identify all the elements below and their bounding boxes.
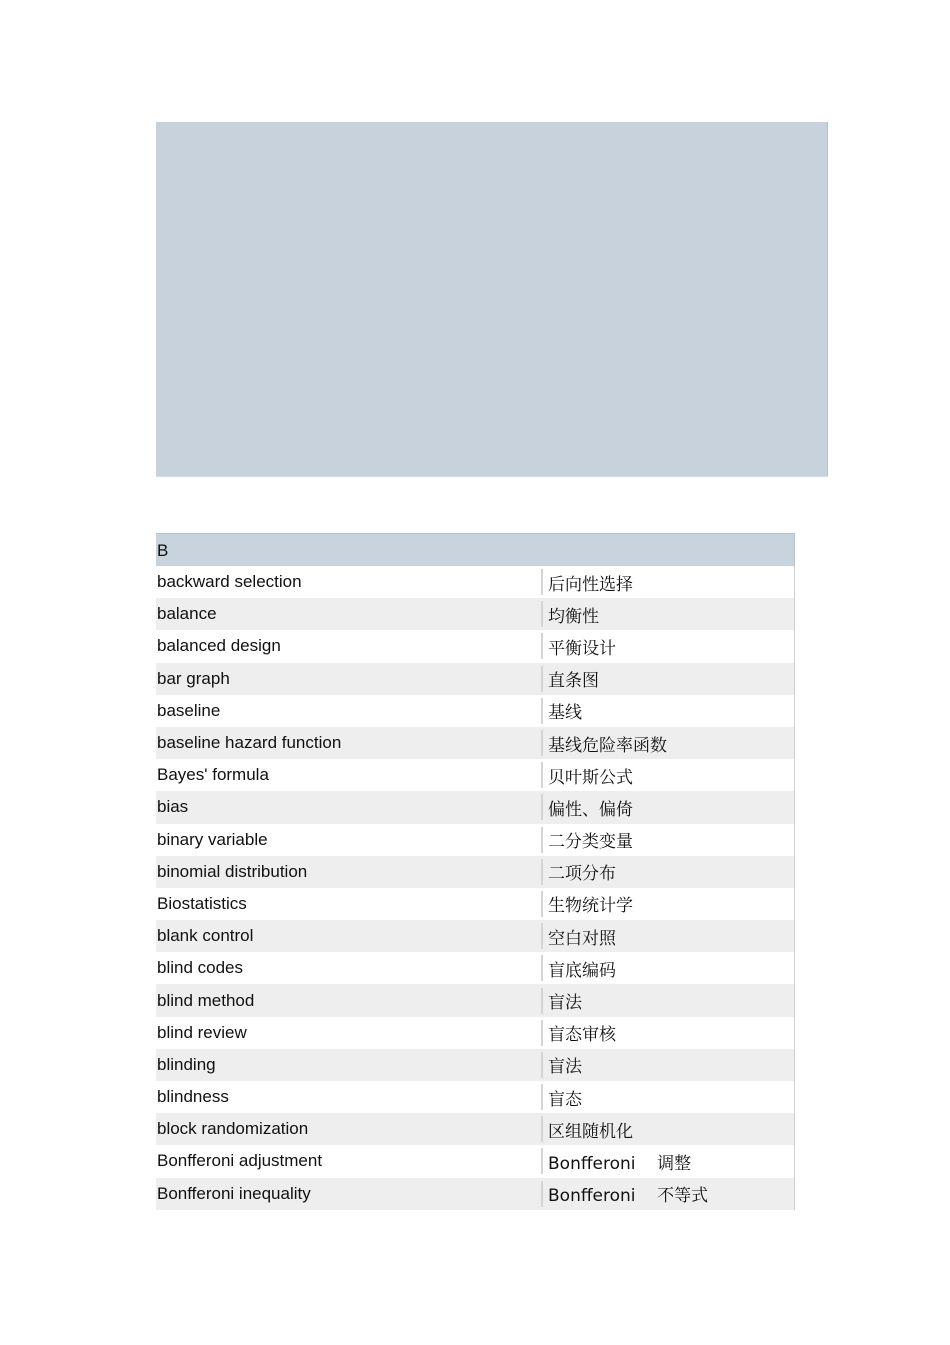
term-english: binary variable [157,829,268,849]
term-english: bias [157,797,189,817]
glossary-row [156,566,795,598]
term-english: baseline hazard function [157,733,342,753]
term-english: balanced design [157,636,281,656]
column-divider [541,698,543,724]
glossary-row [156,1145,795,1177]
term-english: Bonfferoni adjustment [157,1151,323,1171]
term-english: Bonfferoni inequality [157,1183,311,1203]
glossary-row [156,824,795,856]
term-english: Biostatistics [157,893,247,913]
header-banner [156,122,828,477]
term-english: blind review [157,1022,247,1042]
column-divider [541,1181,543,1207]
term-chinese: 偏性、偏倚 [548,799,633,820]
term-english: block randomization [157,1119,309,1139]
term-english: Bayes' formula [157,765,269,785]
term-english: blank control [157,926,254,946]
glossary-row [156,598,795,630]
glossary-rows [156,566,795,1210]
glossary-row [156,759,795,791]
column-divider [541,859,543,885]
term-english: binomial distribution [157,861,308,881]
column-divider [541,633,543,659]
term-english: bar graph [157,668,230,688]
column-divider [541,762,543,788]
column-divider [541,1020,543,1046]
term-chinese: 二项分布 [548,864,616,885]
glossary-row [156,791,795,823]
glossary-row [156,984,795,1016]
term-chinese: 盲态审核 [548,1025,616,1046]
term-chinese: Bonfferoni 调整 [548,1153,692,1174]
column-divider [541,1116,543,1142]
column-divider [541,827,543,853]
column-divider [541,891,543,917]
glossary-row [156,727,795,759]
term-chinese: Bonfferoni 不等式 [548,1186,709,1207]
glossary-row [156,888,795,920]
term-chinese: 基线危险率函数 [548,735,667,756]
glossary-row [156,856,795,888]
term-english: blinding [157,1054,216,1074]
term-chinese: 贝叶斯公式 [548,767,633,788]
column-divider [541,794,543,820]
term-chinese: 区组随机化 [548,1121,633,1142]
glossary-row [156,1113,795,1145]
column-divider [541,923,543,949]
column-divider [541,1084,543,1110]
term-chinese: 空白对照 [548,928,616,949]
term-chinese: 后向性选择 [548,574,633,595]
term-english: blind codes [157,958,244,978]
term-chinese: 平衡设计 [548,638,616,659]
column-divider [541,730,543,756]
column-divider [541,569,543,595]
glossary-row [156,952,795,984]
column-divider [541,601,543,627]
column-divider [541,955,543,981]
term-english: balance [157,604,217,624]
glossary-row [156,1017,795,1049]
term-english: baseline [157,700,221,720]
term-chinese: 基线 [548,703,582,724]
term-english: blind method [157,990,255,1010]
glossary-table [156,533,795,1210]
term-chinese: 生物统计学 [548,896,633,917]
term-chinese: 均衡性 [548,606,599,627]
term-chinese: 盲底编码 [548,960,616,981]
column-divider [541,1052,543,1078]
term-chinese: 盲法 [548,1057,582,1078]
term-chinese: 直条图 [548,671,599,692]
glossary-row [156,630,795,662]
term-chinese: 二分类变量 [548,832,633,853]
term-english: blindness [157,1087,229,1107]
glossary-row [156,663,795,695]
section-header: B [156,533,795,566]
column-divider [541,666,543,692]
term-chinese: 盲法 [548,993,582,1014]
column-divider [541,988,543,1014]
glossary-row [156,695,795,727]
column-divider [541,1148,543,1174]
glossary-row [156,1178,795,1210]
glossary-row [156,920,795,952]
term-chinese: 盲态 [548,1089,582,1110]
glossary-row [156,1049,795,1081]
term-english: backward selection [157,572,302,592]
glossary-row [156,1081,795,1113]
